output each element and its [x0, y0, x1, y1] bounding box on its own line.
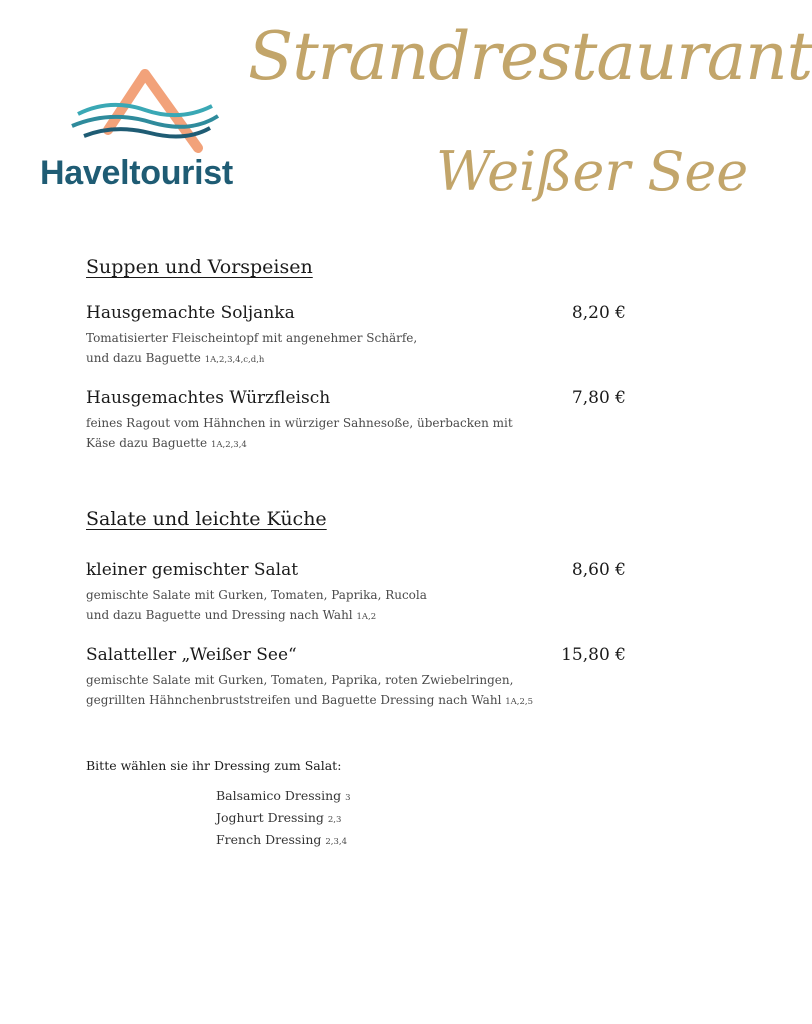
dressing-option: French Dressing 2,3,4 [216, 832, 348, 847]
allergen-codes: 1A,2 [356, 612, 377, 622]
menu-item-price: 8,20 € [571, 303, 626, 323]
section-title: Suppen und Vorspeisen [86, 256, 313, 278]
menu-item-description: Tomatisierter Fleischeintopf mit angenehmer Schärfe, und dazu Baguette 1A,2,3,4,c,d,h [86, 331, 418, 365]
menu-item-description: gemischte Salate mit Gurken, Tomaten, Paprika, roten Zwiebelringen, gegrillten Hähnchenbruststreifen und Baguette Dressing nach Wahl 1A,2,5 [86, 673, 534, 707]
dressing-option: Joghurt Dressing 2,3 [216, 810, 342, 825]
menu-item-name: kleiner gemischter Salat [86, 560, 299, 580]
haveltourist-logo [40, 70, 245, 195]
menu-item-price: 7,80 € [571, 388, 626, 408]
restaurant-title: Strandrestaurant [248, 18, 812, 95]
allergen-codes: 1A,2,3,4,c,d,h [204, 355, 265, 365]
allergen-codes: 1A,2,5 [505, 697, 534, 707]
section-title: Salate und leichte Küche [86, 508, 327, 530]
wave-triangle-icon [70, 70, 220, 155]
menu-item-description: feines Ragout vom Hähnchen in würziger Sahnesoße, überbacken mit Käse dazu Baguette 1A,2,3,4 [86, 416, 513, 450]
dressing-option: Balsamico Dressing 3 [216, 788, 351, 803]
logo-text: Haveltourist [40, 154, 233, 192]
restaurant-subtitle: Weißer See [436, 140, 749, 203]
allergen-codes: 1A,2,3,4 [210, 440, 247, 450]
menu-item-price: 8,60 € [571, 560, 626, 580]
menu-item-name: Hausgemachte Soljanka [86, 303, 295, 323]
menu-item-price: 15,80 € [561, 645, 626, 665]
dressing-prompt: Bitte wählen sie ihr Dressing zum Salat: [86, 758, 342, 773]
menu-item-description: gemischte Salate mit Gurken, Tomaten, Paprika, Rucola und dazu Baguette und Dressing nach Wahl 1A,2 [86, 588, 427, 622]
menu-item-name: Hausgemachtes Würzfleisch [86, 388, 331, 408]
menu-item-name: Salatteller „Weißer See“ [86, 645, 297, 665]
dressing-list [216, 786, 351, 852]
